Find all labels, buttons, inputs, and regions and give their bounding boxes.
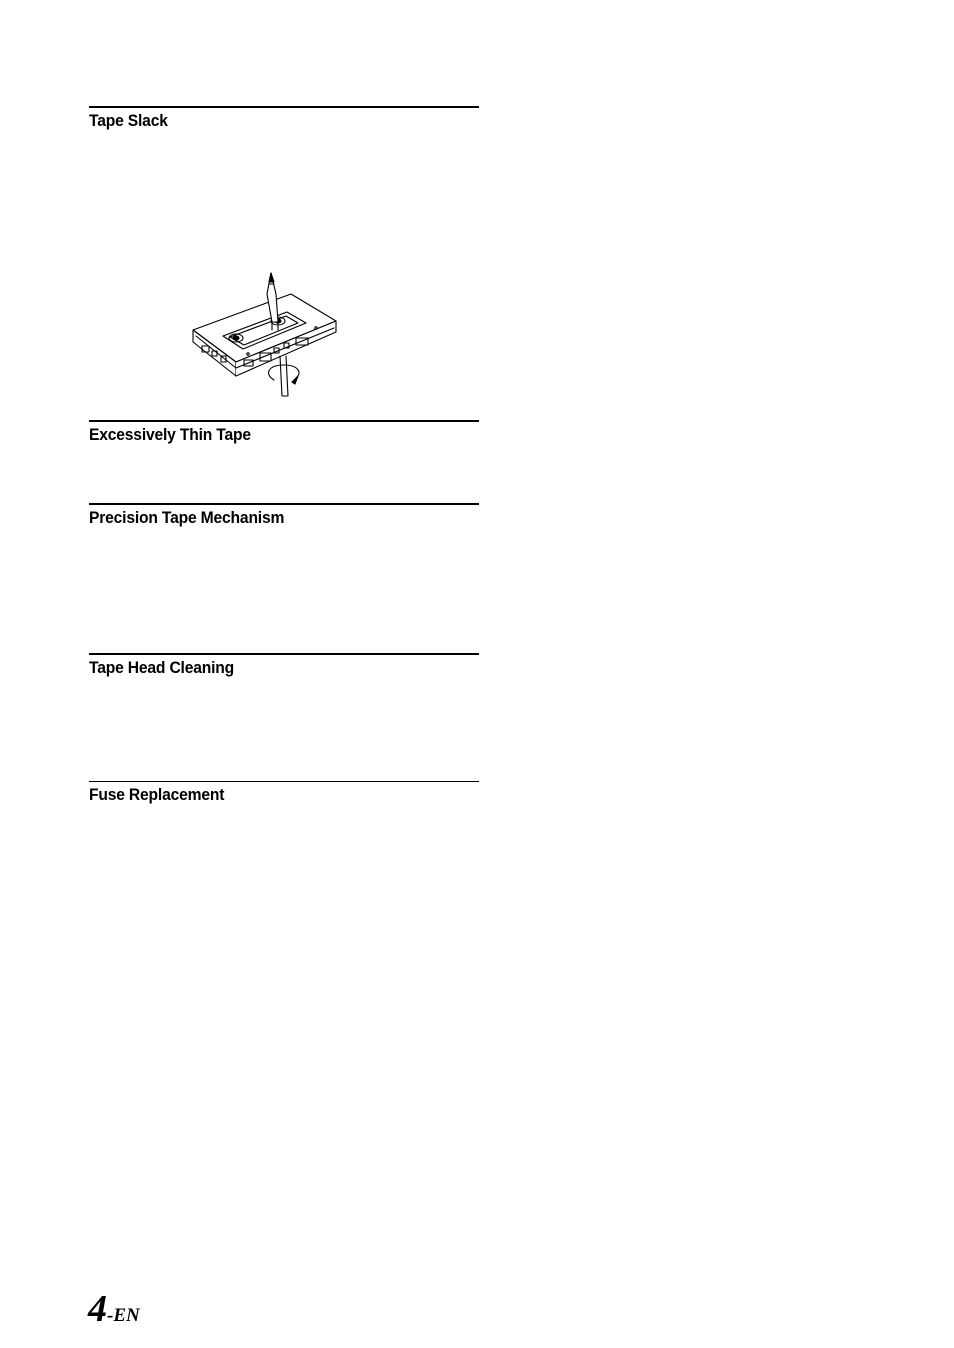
cassette-pencil-icon — [188, 270, 340, 402]
page-number-suffix: -EN — [107, 1305, 140, 1326]
section-heading: Tape Slack — [89, 111, 168, 130]
section-heading: Precision Tape Mechanism — [89, 508, 285, 527]
section-heading: Excessively Thin Tape — [89, 425, 251, 444]
section-heading: Tape Head Cleaning — [89, 658, 235, 677]
section-excessively-thin-tape — [89, 420, 479, 445]
section-tape-head-cleaning — [89, 653, 479, 678]
page-number-value: 4 — [88, 1288, 107, 1330]
section-heading: Fuse Replacement — [89, 785, 225, 804]
section-tape-slack — [89, 106, 479, 131]
section-precision-tape-mechanism — [89, 503, 479, 528]
page-number — [88, 1287, 140, 1331]
section-fuse-replacement — [89, 781, 479, 805]
